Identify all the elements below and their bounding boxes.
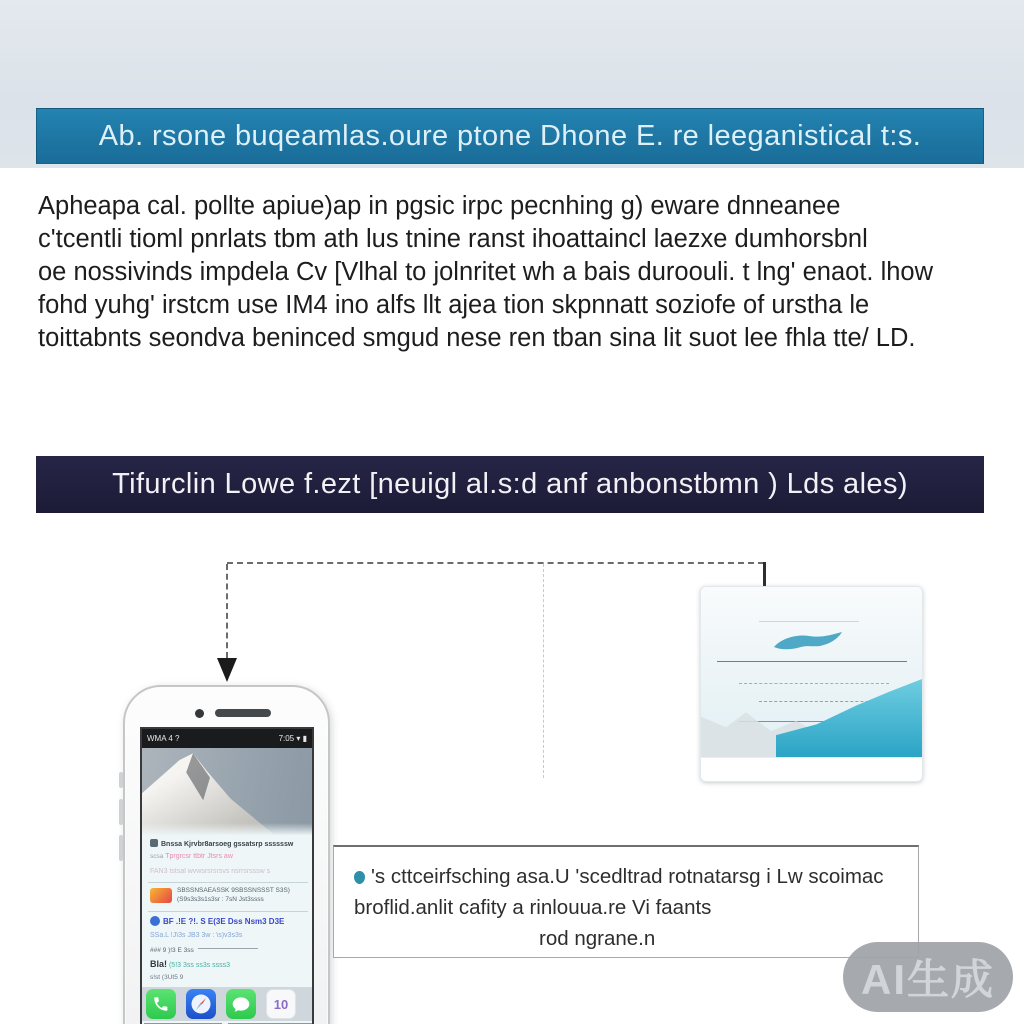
note-line	[354, 861, 898, 892]
section-banner-text: Tifurclin Lowe f.ezt [neuigl al.s:d anf anbonstbmn ) Lds ales)	[112, 468, 908, 500]
carrier-signal-text: WMA 4 ?	[147, 734, 180, 743]
messages-app-icon[interactable]	[226, 989, 256, 1019]
intro-line: fohd yuhg' irstcm use IM4 ino alfs llt ajea tion skpnnatt soziofe of urstha le	[38, 291, 870, 319]
mute-switch	[119, 772, 123, 788]
ten-label: 10	[273, 996, 289, 1012]
volume-up-button	[119, 799, 123, 825]
divider	[198, 948, 258, 949]
note-line: broflid.anlit cafity a rinlouua.re Vi faants	[354, 896, 712, 919]
blue-app-icon	[150, 916, 160, 926]
watermark-text: AI生成	[860, 956, 995, 1003]
notification-text: Tprgrcsr ttbtr Jtsrs aw	[165, 853, 233, 860]
intro-line: toittabnts seondva beninced smgud nese ren tban sina lit suot lee fhla tte/ LD.	[38, 324, 916, 352]
arrow-down-icon	[217, 658, 237, 682]
notification-row[interactable]	[150, 959, 306, 969]
notification-text: SBSSNSAEASSK 9SBSSNSSST S3S)	[177, 887, 290, 894]
postcard-rule-line	[717, 661, 907, 662]
postcard-dotted-line	[739, 683, 889, 684]
notification-text: BF .!E ?!. S E(3E Dss Nsm3 D3E	[163, 917, 285, 926]
status-bar	[142, 729, 312, 748]
divider	[148, 911, 308, 912]
time-battery-text: 7:05 ▾ ▮	[278, 734, 307, 743]
mountain-wallpaper	[142, 748, 312, 835]
notification-label: scsa	[150, 853, 164, 860]
postcard-rule-line	[759, 621, 859, 622]
notification-text: SSa.L !J\3s JB3 3w : \s)v3s3s	[150, 932, 243, 939]
postcard-illustration	[700, 586, 923, 782]
connector-middle-dotted-line	[543, 564, 544, 778]
notification-title: Bla!	[150, 959, 168, 969]
snow-peak-shape	[142, 748, 312, 835]
title-text: Ab. rsone buqeamlas.oure ptone Dhone E. re leeganistical t:s.	[98, 119, 922, 152]
notification-text: (5!3 3ss ss3s ssss3	[168, 962, 231, 969]
notification-text: Bnssa Kjrvbr8arsoeg gssatsrp ssssssw	[161, 841, 294, 848]
app-icon	[150, 839, 158, 847]
safari-app-icon[interactable]	[186, 989, 216, 1019]
notification-row[interactable]	[150, 974, 306, 981]
postcard-footer-strip	[701, 757, 922, 781]
notification-text: ### 9 )!3 E 3ss	[150, 947, 194, 954]
notification-text: (S9s3s3s1s3sr : 7sN Jst3ssss	[177, 896, 264, 903]
note-line: rod ngrane.n	[539, 927, 656, 950]
notification-row[interactable]	[150, 887, 306, 905]
notification-row[interactable]	[150, 947, 306, 954]
phone-app-icon[interactable]	[146, 989, 176, 1019]
phone-glyph-icon	[152, 995, 170, 1013]
intro-line: oe nossivinds impdela Cv [Vlhal to jolnritet wh a bais duroouli. t lng' enaot. lhow	[38, 258, 934, 286]
camera-ten-app-icon[interactable]	[266, 989, 296, 1019]
notification-row[interactable]	[150, 839, 306, 848]
notification-row[interactable]	[150, 853, 306, 860]
notification-row[interactable]	[150, 932, 306, 939]
ai-generated-watermark-badge	[843, 942, 1013, 1012]
phone-screen	[140, 727, 314, 1024]
orange-app-icon	[150, 888, 172, 903]
speech-bubble-glyph-icon	[231, 994, 251, 1014]
notification-row[interactable]	[150, 916, 306, 926]
connector-card-stem-line	[763, 562, 766, 588]
iphone-mockup	[123, 685, 330, 1024]
intro-line: c'tcentli tioml pnrlats tbm ath lus tnine ranst ihoattaincl laezxe dumhorsbnl	[38, 225, 868, 253]
compass-glyph-icon	[188, 991, 214, 1017]
caption-note-box	[333, 845, 919, 958]
divider	[148, 882, 308, 883]
title-banner	[36, 108, 984, 164]
connector-horizontal-dashed-line	[227, 562, 764, 564]
notification-text: FAN3 tstsal wvwsrsrsrsvs nsrrsrsssw s	[150, 868, 271, 875]
notification-text: s!st (3Ut5 9	[150, 974, 184, 981]
intro-line: Apheapa cal. pollte apiue)ap in pgsic irpc pecnhing g) eware dnneanee	[38, 192, 841, 220]
location-pin-icon	[354, 871, 365, 884]
volume-down-button	[119, 835, 123, 861]
ear-speaker	[215, 709, 271, 717]
connector-vertical-dashed-line	[226, 564, 228, 658]
notification-list	[142, 835, 312, 987]
whale-icon	[773, 631, 843, 659]
notification-row[interactable]	[150, 868, 306, 875]
section-banner	[36, 456, 984, 513]
photo-fade	[142, 823, 312, 835]
intro-paragraph	[38, 190, 988, 355]
front-camera-icon	[195, 709, 204, 718]
note-text: 's cttceirfsching asa.U 'scedltrad rotnatarsg i Lw scoimac	[371, 865, 884, 888]
dock	[142, 987, 312, 1021]
